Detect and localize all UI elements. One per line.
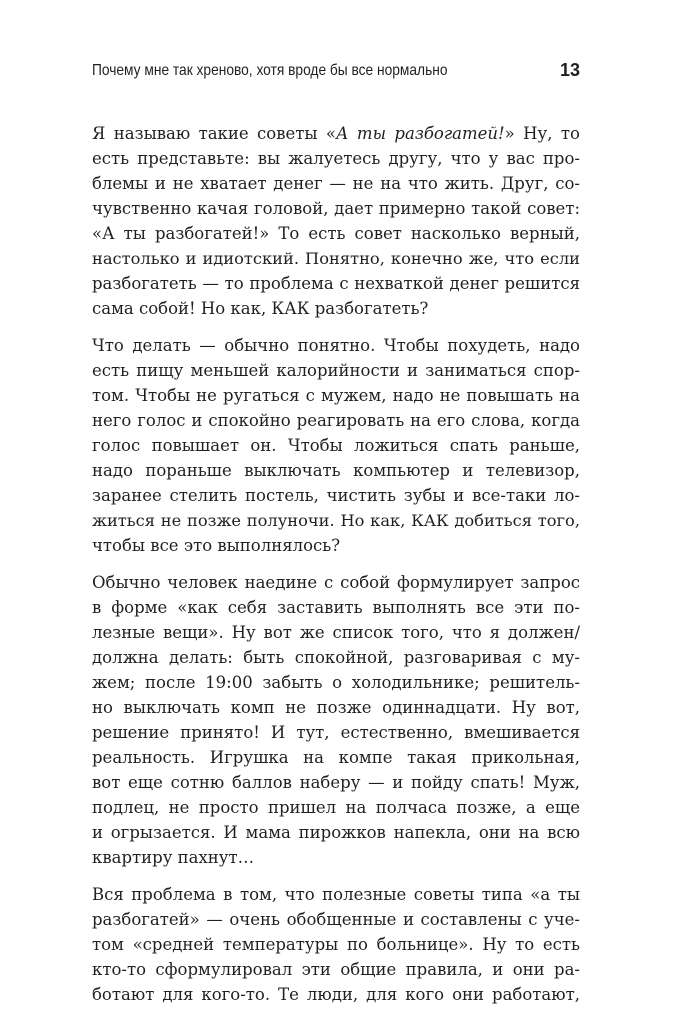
text-line: [92, 483, 580, 508]
italic-segment: А ты разбогатей!: [336, 124, 505, 143]
text-segment: заранее стелить постель, чистить зубы и все-таки ло-: [92, 486, 580, 505]
text-line: [92, 196, 580, 221]
text-segment: том «средней температуры по больнице». Ну то есть: [92, 935, 580, 954]
text-segment: есть представьте: вы жалуетесь другу, что у вас про-: [92, 149, 580, 168]
text-segment: настолько и идиотский. Понятно, конечно же, что если: [92, 249, 580, 268]
text-segment: разбогатеть — то проблема с нехваткой денег решится: [92, 274, 580, 293]
text-segment: голос повышает он. Чтобы ложиться спать раньше,: [92, 436, 580, 455]
text-segment: разбогатей» — очень обобщенные и составлены с уче-: [92, 910, 580, 929]
text-line: [92, 745, 580, 770]
text-line: [92, 121, 580, 146]
text-segment: том. Чтобы не ругаться с мужем, надо не повышать на: [92, 386, 580, 405]
text-segment: Я называю такие советы «: [92, 124, 337, 143]
text-line: [92, 845, 580, 870]
page-number: 13: [559, 60, 580, 80]
paragraph: [92, 570, 580, 870]
text-segment: » Ну, то: [504, 124, 580, 143]
text-line: [92, 907, 580, 932]
paragraph: [92, 333, 580, 558]
text-segment: но выключать комп не позже одиннадцати. Ну вот,: [92, 698, 580, 717]
text-line: [92, 296, 580, 321]
text-segment: Обычно человек наедине с собой формулирует запрос: [92, 573, 580, 592]
running-head: [92, 60, 580, 84]
text-segment: вот еще сотню баллов наберу — и пойду спать! Муж,: [92, 773, 580, 792]
text-segment: реальность. Игрушка на компе такая прикольная,: [92, 748, 580, 767]
text-segment: есть пищу меньшей калорийности и заниматься спор-: [92, 361, 580, 380]
text-line: [92, 458, 580, 483]
body-text: [92, 121, 580, 1019]
paragraph: [92, 882, 580, 1007]
text-line: [92, 595, 580, 620]
text-segment: Вся проблема в том, что полезные советы типа «а ты: [92, 885, 580, 904]
text-line: [92, 271, 580, 296]
text-line: [92, 957, 580, 982]
text-segment: житься не позже полуночи. Но как, КАК добиться того,: [92, 511, 580, 530]
text-line: [92, 982, 580, 1007]
text-segment: ботают для кого-то. Те люди, для кого они работают,: [92, 985, 580, 1004]
text-line: [92, 383, 580, 408]
text-line: [92, 820, 580, 845]
text-segment: должна делать: быть спокойной, разговаривая с му-: [92, 648, 580, 667]
text-line: [92, 408, 580, 433]
text-line: [92, 171, 580, 196]
text-line: [92, 770, 580, 795]
text-line: [92, 795, 580, 820]
text-line: [92, 333, 580, 358]
paragraph: [92, 121, 580, 321]
text-line: [92, 433, 580, 458]
text-line: [92, 508, 580, 533]
text-segment: чувственно качая головой, дает примерно такой совет:: [92, 199, 580, 218]
text-line: [92, 533, 580, 558]
text-segment: решение принято! И тут, естественно, вмешивается: [92, 723, 580, 742]
text-segment: кто-то сформулировал эти общие правила, и они ра-: [92, 960, 580, 979]
text-segment: него голос и спокойно реагировать на его слова, когда: [92, 411, 580, 430]
text-segment: в форме «как себя заставить выполнять все эти по-: [92, 598, 580, 617]
text-line: [92, 358, 580, 383]
text-segment: жем; после 19:00 забыть о холодильнике; решитель-: [92, 673, 580, 692]
text-segment: сама собой! Но как, КАК разбогатеть?: [92, 299, 429, 318]
text-line: [92, 720, 580, 745]
text-segment: надо пораньше выключать компьютер и телевизор,: [92, 461, 580, 480]
text-segment: «А ты разбогатей!» То есть совет насколько верный,: [92, 224, 580, 243]
text-segment: подлец, не просто пришел на полчаса позже, а еще: [92, 798, 580, 817]
text-segment: Что делать — обычно понятно. Чтобы похудеть, надо: [92, 336, 580, 355]
text-segment: квартиру пахнут…: [92, 848, 255, 867]
text-line: [92, 932, 580, 957]
text-line: [92, 882, 580, 907]
text-segment: блемы и не хватает денег — не на что жить. Друг, со-: [92, 174, 580, 193]
running-title: Почему мне так хреново, хотя вроде бы все нормально: [92, 62, 448, 79]
text-segment: чтобы все это выполнялось?: [92, 536, 341, 555]
text-line: [92, 146, 580, 171]
text-line: [92, 620, 580, 645]
text-segment: лезные вещи». Ну вот же список того, что я должен/: [92, 623, 580, 642]
text-line: [92, 645, 580, 670]
text-line: [92, 670, 580, 695]
text-line: [92, 570, 580, 595]
text-segment: и огрызается. И мама пирожков напекла, они на всю: [92, 823, 580, 842]
text-line: [92, 695, 580, 720]
text-line: [92, 221, 580, 246]
text-line: [92, 246, 580, 271]
